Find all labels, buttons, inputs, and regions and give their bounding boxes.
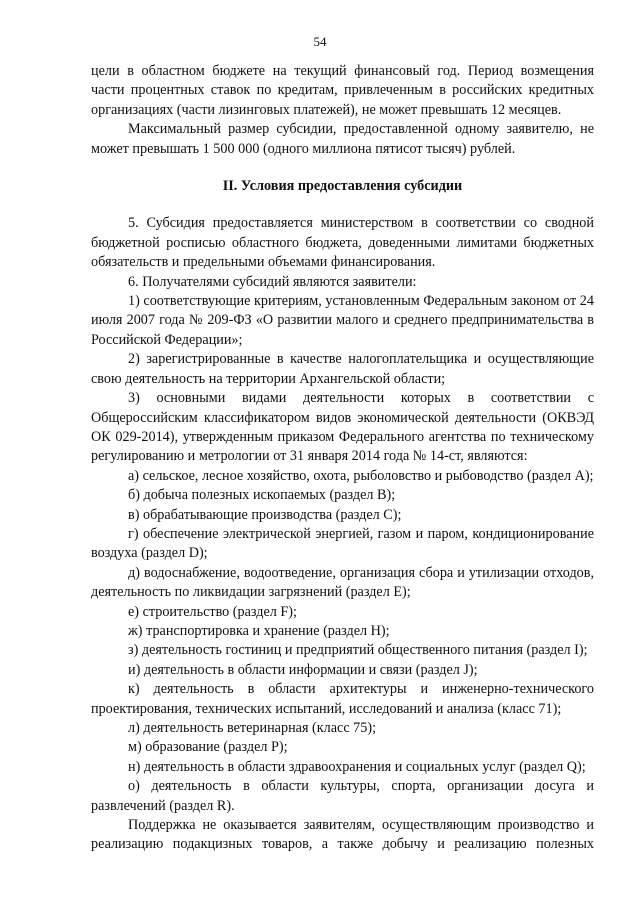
- list-item: м) образование (раздел P);: [128, 739, 288, 756]
- section-heading: II. Условия предоставления субсидии: [222, 178, 463, 195]
- list-item: н) деятельность в области здравоохранения и социальных услуг (раздел Q);: [128, 758, 586, 775]
- paragraph: 6. Получателями субсидий являются заявители:: [128, 273, 417, 290]
- list-item: ж) транспортировка и хранение (раздел H);: [128, 622, 390, 639]
- paragraph: Поддержка не оказывается заявителям, осуществляющим производство и реализацию подакцизных товаров, а также добычу и реализацию полезных: [91, 817, 594, 853]
- list-item: в) обрабатывающие производства (раздел C);: [128, 506, 402, 523]
- paragraph: 5. Субсидия предоставляется министерством в соответствии со сводной бюджетной росписью областного бюджета, доведенными лимитами бюджетных обязательств и предельными объемами финансирования.: [91, 215, 594, 271]
- list-item: б) добыча полезных ископаемых (раздел B);: [128, 487, 396, 504]
- list-item: 2) зарегистрированные в качестве налогоплательщика и осуществляющие свою деятельность на территории Архангельской области;: [91, 351, 594, 387]
- paragraph: Максимальный размер субсидии, предоставленной одному заявителю, не может превышать 1 500 000 (одного миллиона пятисот тысяч) рублей.: [91, 121, 594, 157]
- list-item: 1) соответствующие критериям, установленным Федеральным законом от 24 июля 2007 года № 209-ФЗ «О развитии малого и среднего предпринимательства в Российской Федерации»;: [91, 293, 594, 348]
- page-number: 54: [313, 34, 327, 49]
- list-item: г) обеспечение электрической энергией, газом и паром, кондиционирование воздуха (раздел D);: [91, 525, 594, 562]
- list-item: л) деятельность ветеринарная (класс 75);: [128, 720, 377, 736]
- list-item: з) деятельность гостиниц и предприятий общественного питания (раздел I);: [128, 642, 588, 659]
- list-item: 3) основными видами деятельности которых в соответствии с Общероссийским классификатором видов экономической деятельности (ОКВЭД ОК 029-2014), утвержденным приказом Федерального агентства по техническому регулированию и метрологии от 31 января 2014 года № 14-ст, являются:: [91, 390, 594, 465]
- list-item: и) деятельность в области информации и связи (раздел J);: [128, 661, 478, 678]
- paragraph: цели в областном бюджете на текущий финансовый год. Период возмещения части процентных ставок по кредитам, привлеченным в российских кредитных организациях (части лизинговых платежей), не может превышать 12 месяцев.: [91, 63, 594, 118]
- list-item: д) водоснабжение, водоотведение, организация сбора и утилизации отходов, деятельность по ликвидации загрязнений (раздел E);: [91, 564, 594, 601]
- list-item: о) деятельность в области культуры, спорта, организации досуга и развлечений (раздел R).: [91, 778, 594, 814]
- list-item: а) сельское, лесное хозяйство, охота, рыболовство и рыбоводство (раздел A);: [128, 467, 594, 484]
- document-body: [91, 62, 594, 855]
- list-item: е) строительство (раздел F);: [128, 603, 297, 620]
- list-item: к) деятельность в области архитектуры и инженерно-технического проектирования, технических испытаний, исследований и анализа (класс 71);: [91, 681, 594, 717]
